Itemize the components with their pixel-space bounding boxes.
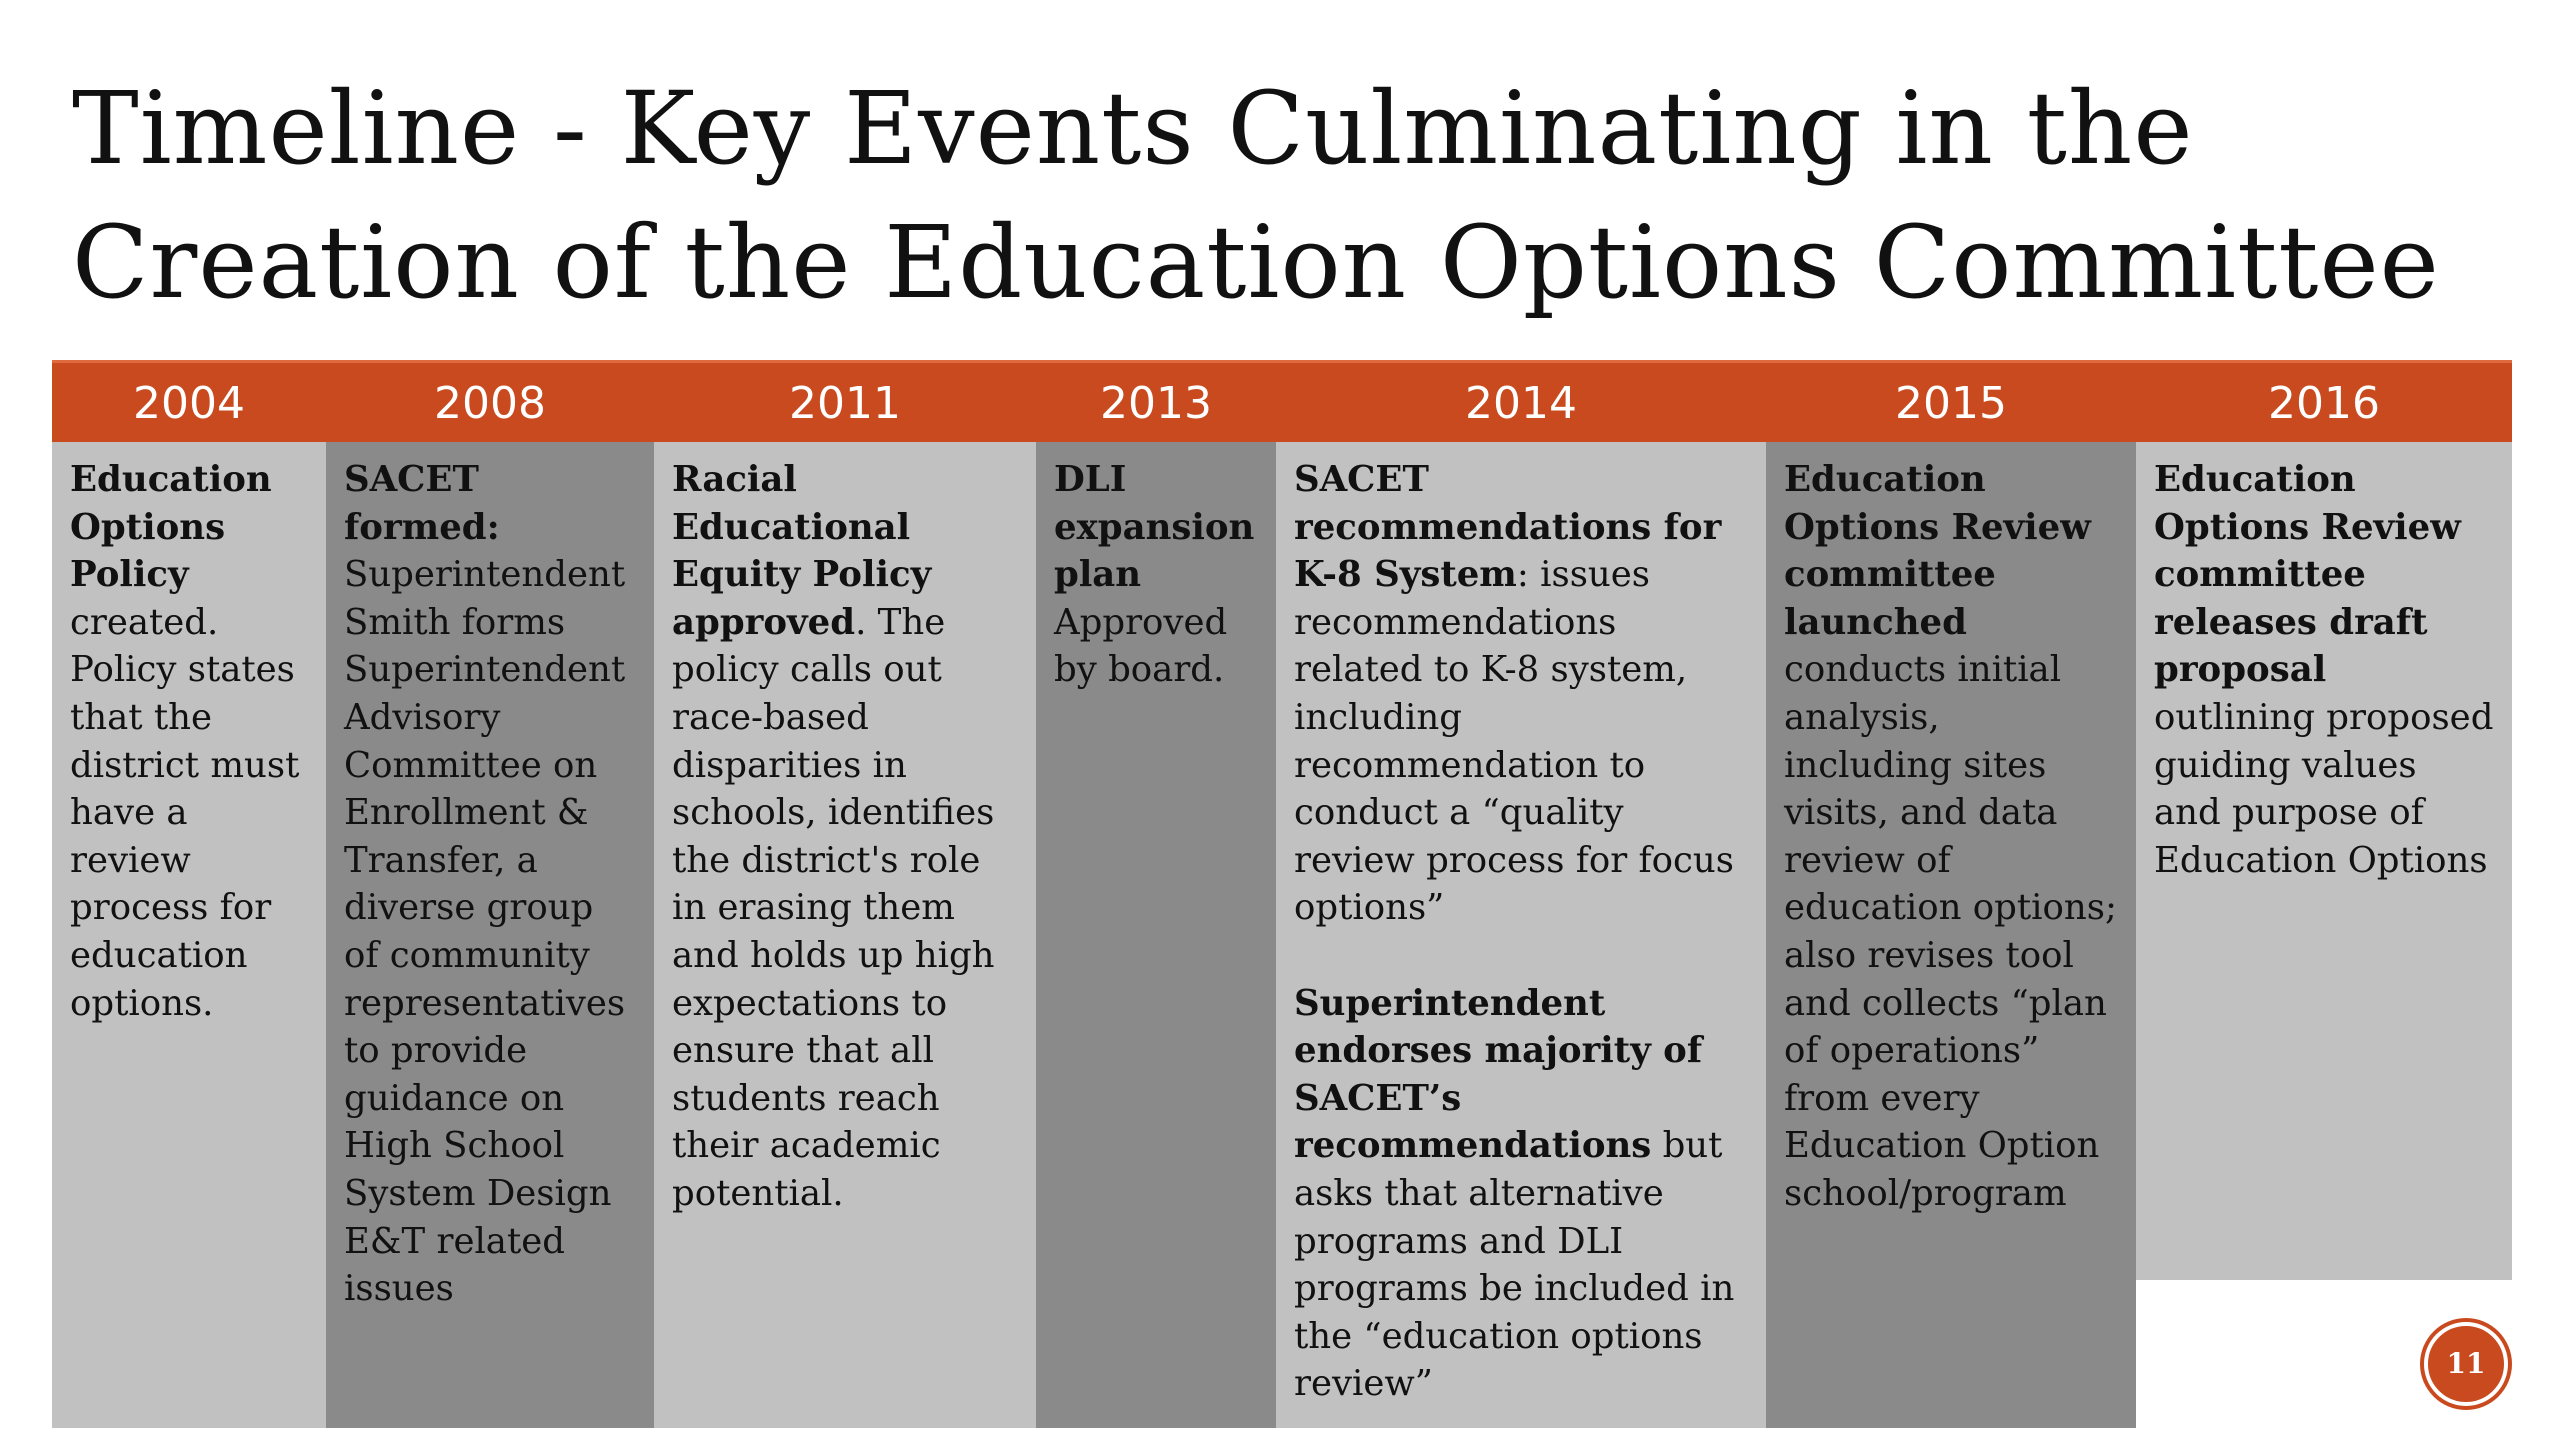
event-text (1036, 442, 1276, 1428)
year-label: 2014 (1465, 378, 1577, 429)
event-description: outlining proposed guiding values and purpose of Education Options (2154, 696, 2494, 881)
event-text (1276, 442, 1766, 1428)
page-number-badge: 11 (2424, 1322, 2508, 1406)
title-line-2: Creation of the Education Options Committee (72, 204, 2440, 321)
event-text (326, 442, 654, 1428)
year-label: 2016 (2268, 378, 2380, 429)
event-heading: Education Options Review committee launched (1784, 459, 2091, 643)
timeline (52, 360, 2512, 1428)
event-description: Superintendent Smith forms Superintendent Advisory Committee on Enrollment & Transfer, a diverse group of community representatives to provide guidance on High School System Design E&T related issues (344, 554, 626, 1310)
event-heading: Racial Educational Equity Policy approved (672, 459, 932, 643)
title-line-1: Timeline - Key Events Culminating in the (72, 70, 2194, 187)
event-heading: DLI expansion plan (1054, 459, 1255, 596)
year-label: 2004 (133, 378, 245, 429)
event-text (1766, 442, 2136, 1428)
event-heading: SACET formed: (344, 459, 500, 548)
event-heading-2: Superintendent endorses majority of SACET’s recommendations (1294, 982, 1703, 1167)
event-heading: Education Options Review committee releases draft proposal (2154, 459, 2461, 691)
year-label: 2015 (1895, 378, 2007, 429)
event-text (52, 442, 326, 1428)
event-description-2: but asks that alternative programs and DLI programs be included in the “education options review” (1294, 1125, 1735, 1405)
event-description: . The policy calls out race-based disparities in schools, identifies the district's role in erasing them and holds up high expectations to ensure that all students reach their academic potential. (672, 601, 995, 1214)
event-heading: Education Options Policy (70, 459, 272, 596)
event-heading: SACET recommendations for K-8 System (1294, 459, 1722, 596)
year-label: 2011 (789, 378, 901, 429)
year-label: 2008 (434, 378, 546, 429)
event-description: : issues recommendations related to K-8 system, including recommendation to conduct a “quality review process for focus options” (1294, 554, 1734, 929)
event-description: created. Policy states that the district must have a review process for education options. (70, 601, 300, 1024)
event-text (654, 442, 1036, 1428)
slide-title (72, 62, 2492, 330)
event-description: Approved by board. (1054, 601, 1228, 691)
event-description: conducts initial analysis, including sites visits, and data review of education options; also revises tool and collects “plan of operations” from every Education Option school/program (1784, 649, 2117, 1214)
year-label: 2013 (1100, 378, 1212, 429)
event-text (2136, 442, 2512, 1280)
